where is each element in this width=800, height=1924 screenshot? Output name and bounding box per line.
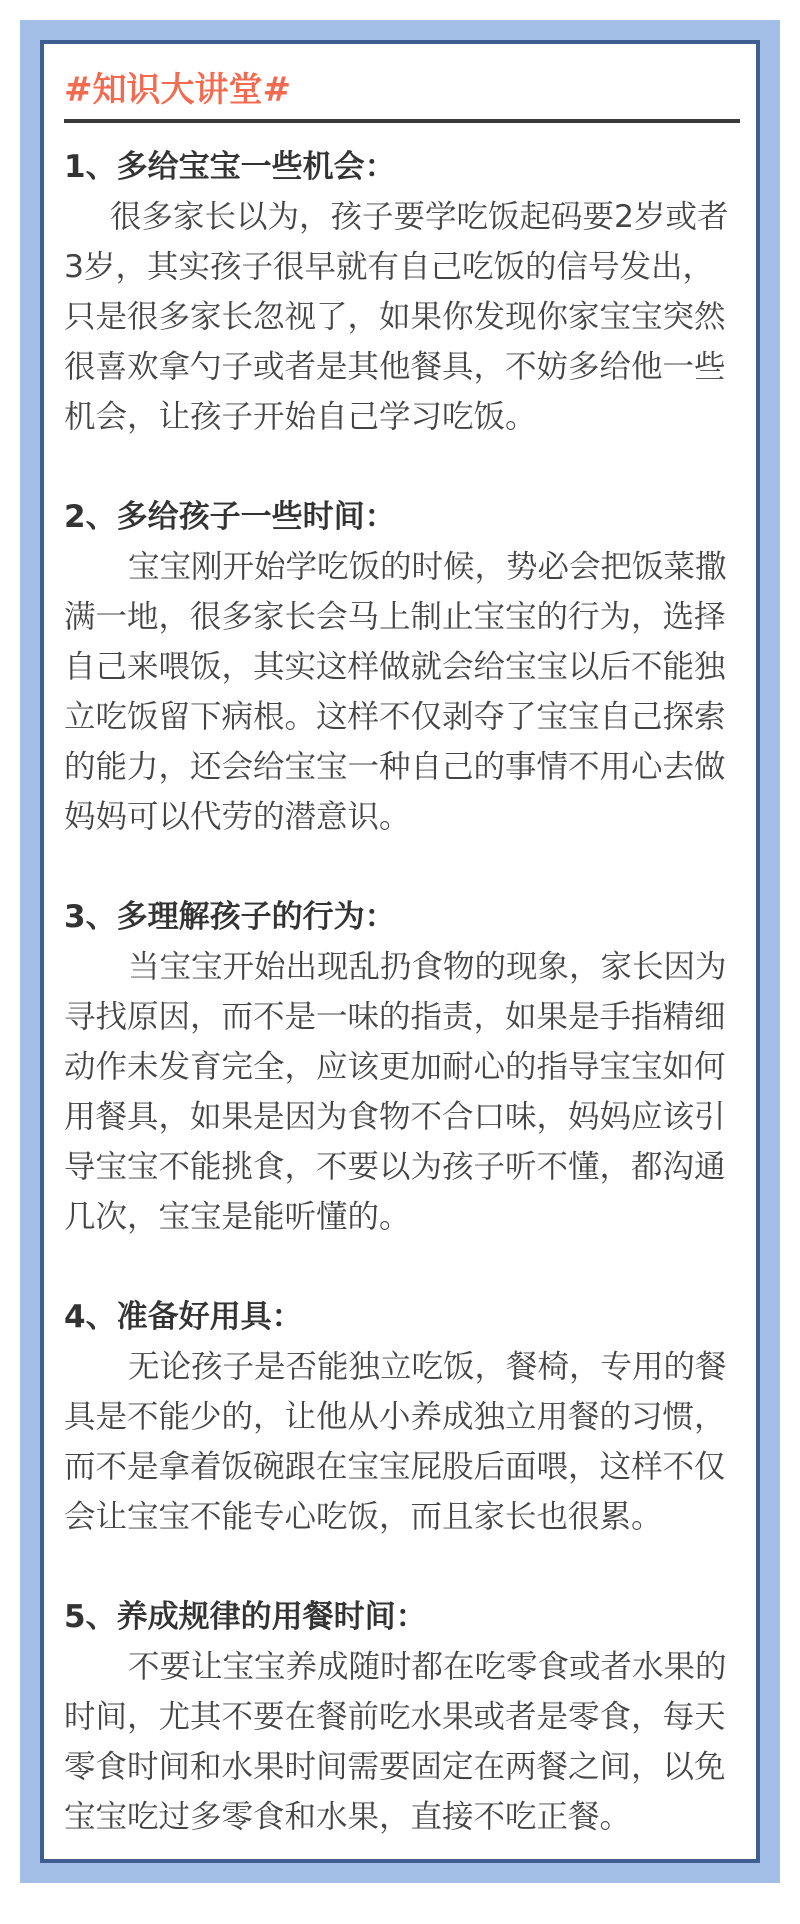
paragraph-line: 而不是拿着饭碗跟在宝宝屁股后面喂，这样不仅 xyxy=(64,1449,726,1485)
paragraph-line: 立吃饭留下病根。这样不仅剥夺了宝宝自己探索 xyxy=(64,699,726,735)
paragraph-line: 无论孩子是否能独立吃饭，餐椅，专用的餐 xyxy=(128,1349,727,1385)
paragraph-line: 导宝宝不能挑食，不要以为孩子听不懂，都沟通 xyxy=(64,1149,726,1185)
paragraph-line: 妈妈可以代劳的潜意识。 xyxy=(64,799,411,835)
paragraph-line: 满一地，很多家长会马上制止宝宝的行为，选择 xyxy=(64,599,726,635)
paragraph-line: 动作未发育完全，应该更加耐心的指导宝宝如何 xyxy=(64,1049,726,1085)
tip-section xyxy=(64,892,754,1242)
article-title: #知识大讲堂# xyxy=(64,70,291,110)
paragraph-line: 寻找原因，而不是一味的指责，如果是手指精细 xyxy=(64,999,726,1035)
paragraph-line: 宝宝刚开始学吃饭的时候，势必会把饭菜撒 xyxy=(128,549,727,585)
paragraph-line: 当宝宝开始出现乱扔食物的现象，家长因为 xyxy=(128,949,727,985)
paragraph-line: 不要让宝宝养成随时都在吃零食或者水果的 xyxy=(128,1649,727,1685)
section-heading: 1、多给宝宝一些机会： xyxy=(64,149,396,185)
paragraph-line: 只是很多家长忽视了，如果你发现你家宝宝突然 xyxy=(64,299,726,335)
paragraph-line: 几次，宝宝是能听懂的。 xyxy=(64,1199,411,1235)
paragraph-line: 时间，尤其不要在餐前吃水果或者是零食，每天 xyxy=(64,1699,726,1735)
paragraph-line: 很多家长以为，孩子要学吃饭起码要2岁或者 xyxy=(110,199,729,235)
section-heading: 2、多给孩子一些时间： xyxy=(64,499,396,535)
paragraph-line: 很喜欢拿勺子或者是其他餐具，不妨多给他一些 xyxy=(64,349,726,385)
title-divider xyxy=(64,119,740,123)
paragraph-line: 自己来喂饭，其实这样做就会给宝宝以后不能独 xyxy=(64,649,726,685)
paragraph-line: 的能力，还会给宝宝一种自己的事情不用心去做 xyxy=(64,749,726,785)
tip-section xyxy=(64,142,754,442)
paragraph-line: 机会，让孩子开始自己学习吃饭。 xyxy=(64,399,537,435)
paragraph-line: 用餐具，如果是因为食物不合口味，妈妈应该引 xyxy=(64,1099,726,1135)
section-heading: 3、多理解孩子的行为： xyxy=(64,899,396,935)
tip-section xyxy=(64,492,754,842)
section-heading: 5、养成规律的用餐时间： xyxy=(64,1599,427,1635)
paragraph-line: 具是不能少的，让他从小养成独立用餐的习惯， xyxy=(64,1399,726,1435)
section-heading: 4、准备好用具： xyxy=(64,1299,303,1335)
paragraph-line: 3岁，其实孩子很早就有自己吃饭的信号发出， xyxy=(64,249,715,285)
tip-section xyxy=(64,1292,754,1542)
paragraph-line: 宝宝吃过多零食和水果，直接不吃正餐。 xyxy=(64,1799,632,1835)
paragraph-line: 零食时间和水果时间需要固定在两餐之间，以免 xyxy=(64,1749,726,1785)
article-content xyxy=(64,142,754,1892)
paragraph-line: 会让宝宝不能专心吃饭，而且家长也很累。 xyxy=(64,1499,663,1535)
tip-section xyxy=(64,1592,754,1842)
